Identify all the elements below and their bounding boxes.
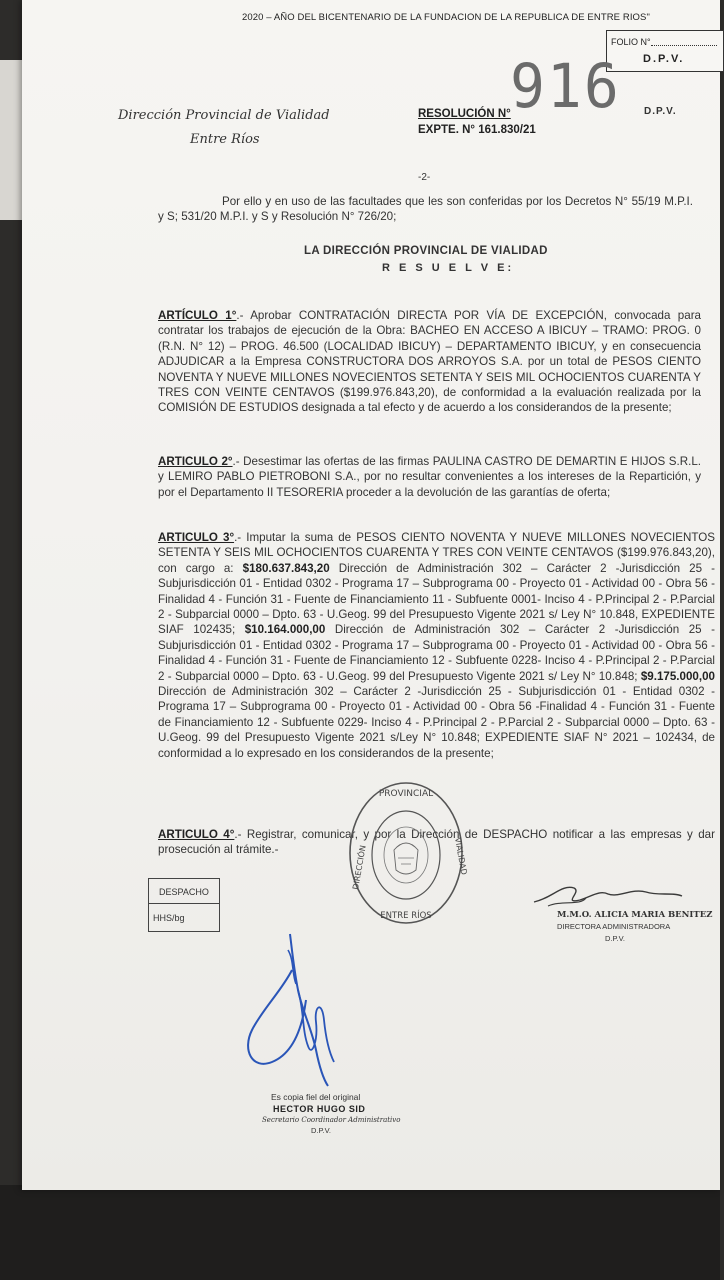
- certified-copy-name: HECTOR HUGO SID: [273, 1104, 366, 1114]
- background-edge: [0, 60, 24, 220]
- resolution-number: 916: [510, 50, 621, 122]
- article-2-text: .- Desestimar las ofertas de las firmas PAULINA CASTRO DE DEMARTIN E HIJOS S.R.L. y LEMIRO PABLO PIETROBONI S.A., por no resultar convenientes a los intereses de la Repartición, y por el Departamento II TESORERIA proceder a la devolución de las garantías de oferta;: [158, 455, 702, 499]
- signature-right-org: D.P.V.: [605, 934, 626, 943]
- seal-left-text: DIRECCIÓN: [351, 844, 368, 891]
- article-1: [158, 308, 701, 416]
- article-4-label: ARTICULO 4°: [158, 828, 235, 841]
- seal-top-text: PROVINCIAL: [378, 789, 434, 799]
- official-seal-stamp: [346, 778, 469, 928]
- resolution-suffix: D.P.V.: [644, 106, 677, 117]
- folio-box: [606, 30, 724, 72]
- routing-divider: [149, 903, 219, 904]
- council-title: LA DIRECCIÓN PROVINCIAL DE VIALIDAD: [304, 245, 548, 257]
- seal-bottom-text: ENTRE RÍOS: [380, 911, 432, 921]
- article-3-text-1: .- Imputar la suma de PESOS CIENTO NOVENTA Y NUEVE MILLONES NOVECIENTOS SETENTA Y SEIS MIL OCHOCIENTOS CUARENTA Y TRES CON VEINTE CENTAVOS ($199.976.843,20), con cargo a:: [158, 531, 715, 575]
- routing-dept: DESPACHO: [159, 887, 209, 897]
- resuelve-heading: R E S U E L V E:: [382, 262, 515, 274]
- folio-dpv: D.P.V.: [643, 53, 685, 65]
- intro-paragraph: Por ello y en uso de las facultades que les son conferidas por los Decretos N° 55/19 M.P.I. y S; 531/20 M.P.I. y S y Resolución N° 726/20;: [158, 195, 693, 224]
- resolution-label: RESOLUCIÓN N°: [418, 108, 511, 120]
- article-3-text-4: Dirección de Administración 302 – Carácter 2 -Jurisdicción 25 - Subjurisdicción 01 - Entidad 0302 - Programa 17 – Subprograma 00 - Proyecto 01 - Actividad 00 - Obra 56 -Finalidad 4 - Función 31 - Fuente de Financiamiento 12 - Subfuente 0229- Inciso 4 - P.Principal 2 - P.Parcial 2 - Subparcial 0000 – Dpto. 63 - U.Geog. 99 del Presupuesto Vigente 2021 s/Ley N° 10.848; EXPEDIENTE SIAF N° 2021 – 102434, de conformidad a lo expresado en los considerandos de la presente;: [158, 685, 715, 760]
- page-number: -2-: [418, 172, 431, 183]
- article-2: [158, 454, 701, 500]
- article-1-label: ARTÍCULO 1°: [158, 309, 237, 322]
- routing-initials: HHS/bg: [153, 913, 185, 923]
- certified-copy-role: Secretario Coordinador Administrativo: [262, 1116, 401, 1124]
- article-3-amount-1: $180.637.843,20: [242, 561, 330, 575]
- folio-label: FOLIO N°: [611, 37, 651, 47]
- seal-right-text: VIALIDAD: [453, 836, 469, 876]
- certified-copy-line: Es copia fiel del original: [271, 1092, 361, 1102]
- article-3-label: ARTICULO 3°: [158, 531, 235, 544]
- certified-copy-org: D.P.V.: [311, 1126, 332, 1135]
- article-4-text: .- Registrar, comunicar, y por la Dirección de DESPACHO notificar a las empresas y dar prosecución al trámite.-: [158, 828, 715, 857]
- background-surface: [0, 1185, 720, 1280]
- routing-box: [148, 878, 220, 932]
- year-header: 2020 – AÑO DEL BICENTENARIO DE LA FUNDACION DE LA REPUBLICA DE ENTRE RIOS": [242, 12, 650, 23]
- article-2-label: ARTICULO 2°: [158, 455, 233, 468]
- expediente-number: EXPTE. N° 161.830/21: [418, 124, 536, 136]
- signature-left-stroke: [232, 930, 382, 1090]
- article-3-text-2: Dirección de Administración 302 – Carácter 2 -Jurisdicción 25 - Subjurisdicción 01 - Entidad 0302 - Programa 17 – Subprograma 00 - Proyecto 01 - Actividad 00 - Obra 56 -Finalidad 4 - Función 31 - Fuente de Financiamiento 11 - Subfuente 0001- Inciso 4 - P.Principal 2 - P.Parcial 2 - Subparcial 0000 – Dpto. 63 - U.Geog. 99 del Presupuesto Vigente 2021 s/ Ley N° 10.848, EXPEDIENTE SIAF 102435;: [158, 561, 716, 637]
- agency-script-province: Entre Ríos: [190, 132, 260, 147]
- article-3-text-3: Dirección de Administración 302 – Carácter 2 -Jurisdicción 25 - Subjurisdicción 01 - Entidad 0302 - Programa 17 – Subprograma 00 - Proyecto 01 - Actividad 00 - Obra 56 -Finalidad 4 - Función 31 - Fuente de Financiamiento 12 - Subfuente 0228- Inciso 4 - P.Principal 2 - P.Parcial 2 - Subparcial 0000 – Dpto. 63 - U.Geog. 99 del Presupuesto Vigente 2021 s/ Ley N° 10.848;: [158, 623, 715, 683]
- document-page: [22, 0, 720, 1190]
- article-3-amount-2: $10.164.000,00: [244, 623, 326, 637]
- folio-dotted-line: [651, 45, 717, 46]
- agency-script-name: Dirección Provincial de Vialidad: [118, 108, 330, 123]
- article-1-text: .- Aprobar CONTRATACIÓN DIRECTA POR VÍA DE EXCEPCIÓN, convocada para contratar los trabajos de ejecución de la Obra: BACHEO EN ACCESO A IBICUY – TRAMO: PROG. 0 (R.N. N° 12) – PROG. 46.500 (LOCALIDAD IBICUY) – DEPARTAMENTO IBICUY, y en consecuencia ADJUDICAR a la Empresa CONSTRUCTORA DOS ARROYOS S.A. por un total de PESOS CIENTO NOVENTA Y NUEVE MILLONES NOVECIENTOS SETENTA Y SEIS MIL OCHOCIENTOS CUARENTA Y TRES CON VEINTE CENTAVOS ($199.976.843,20), de conformidad a la evaluación realizada por la COMISIÓN DE ESTUDIOS designada a tal efecto y de acuerdo a los considerandos de la presente;: [158, 309, 701, 415]
- article-3: [158, 530, 715, 761]
- article-3-amount-3: $9.175.000,00: [640, 669, 715, 683]
- signature-right-role: DIRECTORA ADMINISTRADORA: [557, 922, 671, 931]
- signature-right-name: M.M.O. ALICIA MARIA BENITEZ: [557, 910, 713, 920]
